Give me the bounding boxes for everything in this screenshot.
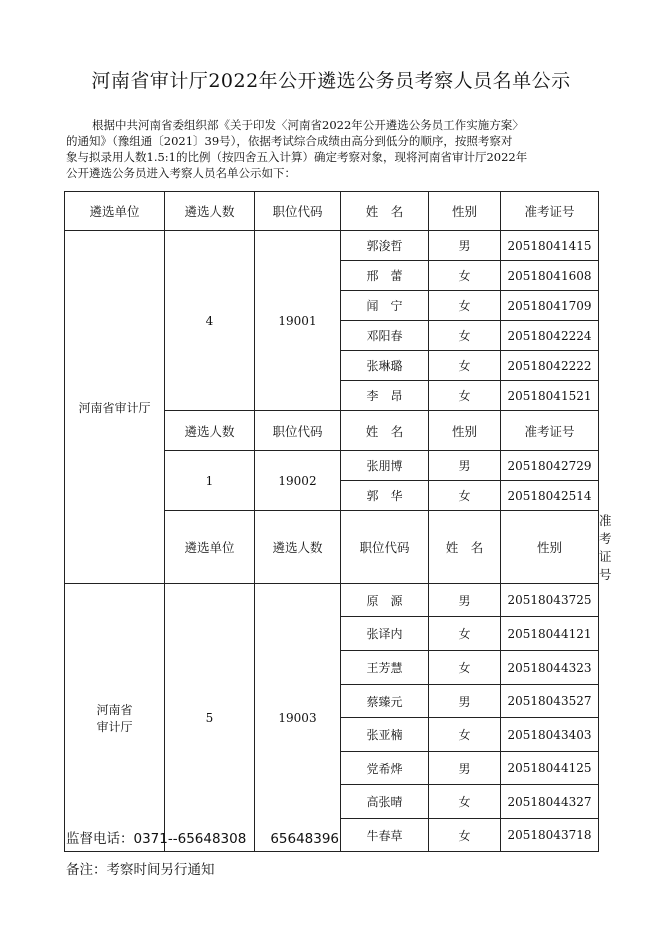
table-header-row xyxy=(65,192,599,231)
gender-cell: 女 xyxy=(429,819,501,852)
intro-line: 的通知》（豫组通〔2021〕39号），依据考试综合成绩由高分到低分的顺序，按照考察对 xyxy=(66,134,513,148)
gender-cell: 女 xyxy=(429,481,501,511)
name-cell: 张译内 xyxy=(341,617,429,651)
header-name: 姓 名 xyxy=(341,192,429,231)
header-gender: 性别 xyxy=(429,192,501,231)
header-code: 职位代码 xyxy=(255,411,341,451)
gender-cell: 女 xyxy=(429,718,501,752)
gender-cell: 女 xyxy=(429,617,501,651)
gender-cell: 女 xyxy=(429,381,501,411)
code-cell: 19003 xyxy=(255,584,341,852)
gender-cell: 女 xyxy=(429,321,501,351)
exam-cell: 20518042514 xyxy=(501,481,599,511)
header-gender: 性别 xyxy=(429,411,501,451)
name-cell: 邢 蕾 xyxy=(341,261,429,291)
candidate-table xyxy=(64,191,612,852)
count-cell: 1 xyxy=(165,451,255,511)
document-title: 河南省审计厅2022年公开遴选公务员考察人员名单公示 xyxy=(91,70,571,92)
code-cell: 19001 xyxy=(255,231,341,411)
gender-cell: 女 xyxy=(429,651,501,685)
gender-cell: 男 xyxy=(429,451,501,481)
unit-cell xyxy=(65,584,165,852)
gender-cell: 男 xyxy=(429,584,501,617)
name-cell: 张亚楠 xyxy=(341,718,429,752)
exam-cell: 20518044121 xyxy=(501,617,599,651)
unit-line: 河南省 xyxy=(96,702,133,717)
gender-cell: 男 xyxy=(429,685,501,718)
gender-cell: 女 xyxy=(429,291,501,321)
table-header-row: 遴选单位 遴选人数 职位代码 姓 名 性别 准考证号 xyxy=(65,511,599,584)
name-cell: 张朋博 xyxy=(341,451,429,481)
name-cell: 闻 宁 xyxy=(341,291,429,321)
exam-cell: 20518041709 xyxy=(501,291,599,321)
name-cell: 王芳慧 xyxy=(341,651,429,685)
intro-paragraph xyxy=(66,117,598,181)
gender-cell: 女 xyxy=(429,785,501,819)
count-cell: 5 xyxy=(165,584,255,852)
code-cell: 19002 xyxy=(255,451,341,511)
header-unit: 遴选单位 xyxy=(65,192,165,231)
supervision-phone xyxy=(66,827,339,847)
header-count: 遴选人数 xyxy=(255,511,341,584)
gender-cell: 女 xyxy=(429,261,501,291)
unit-cell: 河南省审计厅 xyxy=(65,231,165,584)
exam-cell: 20518041521 xyxy=(501,381,599,411)
table-row xyxy=(65,584,599,617)
gender-cell: 男 xyxy=(429,752,501,785)
phone-number: 0371--65648308 xyxy=(133,831,247,847)
name-cell: 党希烨 xyxy=(341,752,429,785)
exam-cell: 20518042224 xyxy=(501,321,599,351)
exam-cell: 20518041608 xyxy=(501,261,599,291)
name-cell: 原 源 xyxy=(341,584,429,617)
name-cell: 郭 华 xyxy=(341,481,429,511)
header-code: 职位代码 xyxy=(255,192,341,231)
table-row xyxy=(65,231,599,261)
header-exam: 准考证号 xyxy=(501,411,599,451)
exam-cell: 20518043718 xyxy=(501,819,599,852)
gender-cell: 男 xyxy=(429,231,501,261)
intro-line: 象与拟录用人数1.5:1的比例（按四舍五入计算）确定考察对象，现将河南省审计厅2022年 xyxy=(66,150,528,164)
gender-cell: 女 xyxy=(429,351,501,381)
header-name: 姓 名 xyxy=(429,511,501,584)
name-cell: 李 昂 xyxy=(341,381,429,411)
header-count: 遴选人数 xyxy=(165,192,255,231)
header-unit: 遴选单位 xyxy=(165,511,255,584)
exam-cell: 20518043527 xyxy=(501,685,599,718)
exam-cell: 20518042729 xyxy=(501,451,599,481)
name-cell: 郭浚哲 xyxy=(341,231,429,261)
name-cell: 高张晴 xyxy=(341,785,429,819)
phone-label: 监督电话： xyxy=(66,831,134,847)
header-count: 遴选人数 xyxy=(165,411,255,451)
intro-line: 根据中共河南省委组织部《关于印发〈河南省2022年公开遴选公务员工作实施方案〉 xyxy=(92,118,524,132)
exam-cell: 20518043725 xyxy=(501,584,599,617)
name-cell: 邓阳春 xyxy=(341,321,429,351)
intro-line: 公开遴选公务员进入考察人员名单公示如下： xyxy=(66,166,296,180)
phone-number: 65648396 xyxy=(270,831,340,847)
name-cell: 蔡臻元 xyxy=(341,685,429,718)
header-code: 职位代码 xyxy=(341,511,429,584)
exam-cell: 20518044323 xyxy=(501,651,599,685)
name-cell: 牛春草 xyxy=(341,819,429,852)
header-gender: 性别 xyxy=(501,511,599,584)
exam-cell: 20518044125 xyxy=(501,752,599,785)
exam-cell: 20518044327 xyxy=(501,785,599,819)
exam-cell: 20518041415 xyxy=(501,231,599,261)
unit-line: 审计厅 xyxy=(96,719,133,734)
count-cell: 4 xyxy=(165,231,255,411)
exam-cell: 20518043403 xyxy=(501,718,599,752)
remark: 备注：考察时间另行通知 xyxy=(66,862,215,878)
header-exam: 准考证号 xyxy=(501,192,599,231)
exam-cell: 20518042222 xyxy=(501,351,599,381)
header-name: 姓 名 xyxy=(341,411,429,451)
name-cell: 张琳璐 xyxy=(341,351,429,381)
